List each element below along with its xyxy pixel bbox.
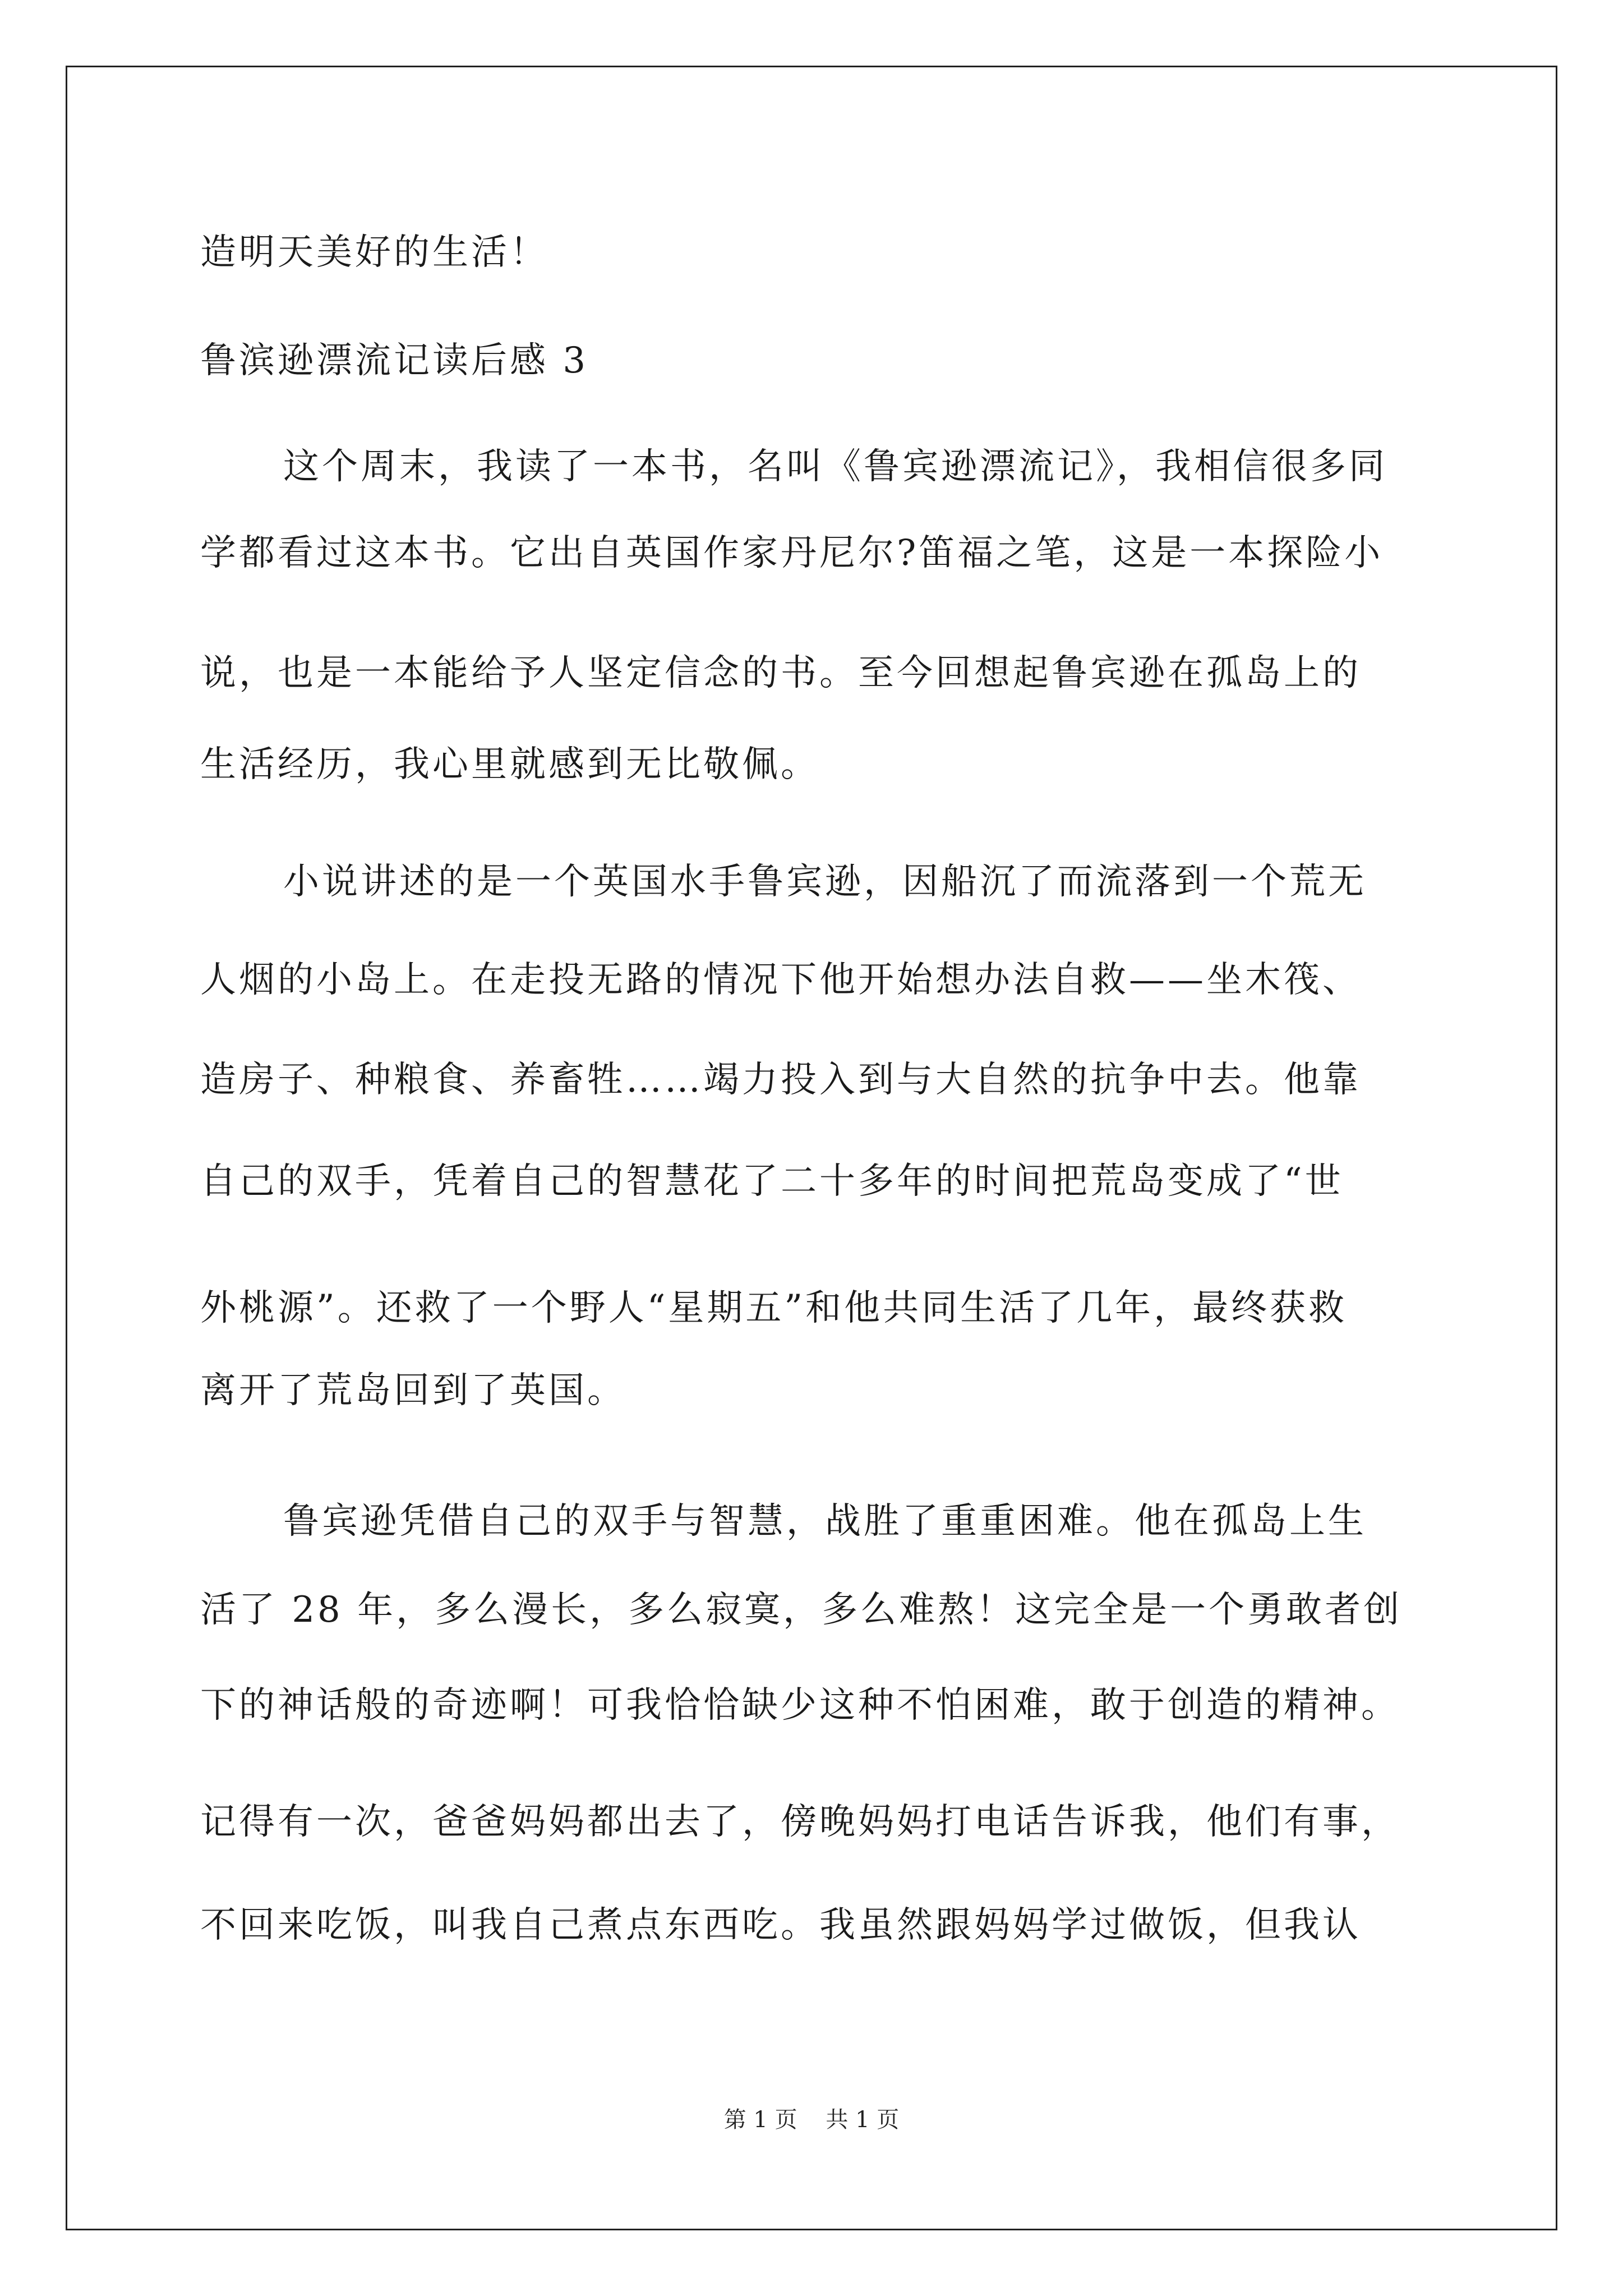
body-text-line: 学都看过这本书。它出自英国作家丹尼尔?笛福之笔，这是一本探险小 [200,532,1384,574]
body-text-line: 人烟的小岛上。在走投无路的情况下他开始想办法自救——坐木筏、 [200,959,1361,1001]
body-text-line: 外桃源”。还救了一个野人“星期五”和他共同生活了几年，最终获救 [200,1287,1348,1329]
body-text-line: 离开了荒岛回到了英国。 [200,1370,626,1411]
paragraph-first-line: 鲁宾逊凭借自己的双手与智慧，战胜了重重困难。他在孤岛上生 [283,1501,1367,1542]
body-text-line: 造明天美好的生活！ [200,232,548,273]
paragraph-first-line: 这个周末，我读了一本书，名叫《鲁宾逊漂流记》，我相信很多同 [283,446,1387,487]
body-text-line: 造房子、种粮食、养畜牲……竭力投入到与大自然的抗争中去。他靠 [200,1059,1361,1101]
section-title: 鲁滨逊漂流记读后感 3 [200,340,589,381]
body-text-line: 不回来吃饭，叫我自己煮点东西吃。我虽然跟妈妈学过做饭，但我认 [200,1904,1361,1946]
body-text-line: 记得有一次，爸爸妈妈都出去了，傍晚妈妈打电话告诉我，他们有事， [200,1801,1400,1843]
paragraph-first-line: 小说讲述的是一个英国水手鲁宾逊，因船沉了而流落到一个荒无 [283,861,1367,903]
body-text-line: 生活经历，我心里就感到无比敬佩。 [200,744,819,785]
body-text-line: 下的神话般的奇迹啊！可我恰恰缺少这种不怕困难，敢于创造的精神。 [200,1685,1400,1726]
body-text-line: 活了 28 年，多么漫长，多么寂寞，多么难熬！这完全是一个勇敢者创 [200,1589,1403,1631]
body-text-line: 说，也是一本能给予人坚定信念的书。至今回想起鲁宾逊在孤岛上的 [200,652,1361,694]
page-number-footer: 第 1 页 共 1 页 [723,2107,900,2133]
body-text-line: 自己的双手，凭着自己的智慧花了二十多年的时间把荒岛变成了“世 [200,1161,1344,1202]
